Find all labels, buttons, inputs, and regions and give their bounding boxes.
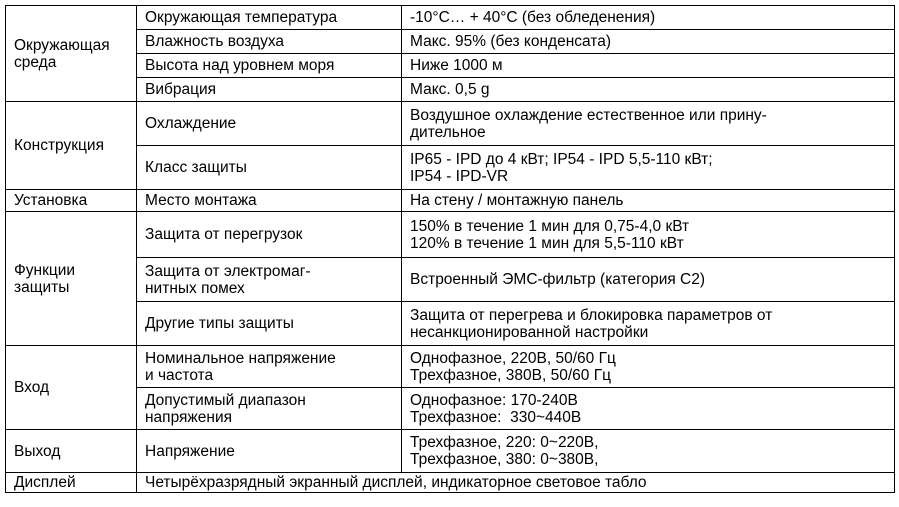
param-cell xyxy=(137,346,402,388)
value-line: 150% в течение 1 мин для 0,75-4,0 кВт xyxy=(410,217,690,235)
value-cell xyxy=(402,302,895,346)
param-cell xyxy=(137,258,402,302)
value-line: IP65 - IPD до 4 кВт; IP54 - IPD 5,5-110 кВт; xyxy=(410,150,713,168)
param-cell xyxy=(137,302,402,346)
value-cell: -10°C… + 40°C (без обледенения) xyxy=(402,6,895,30)
value-cell: Макс. 95% (без конденсата) xyxy=(402,30,895,54)
table-row xyxy=(6,6,895,30)
value-cell xyxy=(402,430,895,473)
param-line: Защита от электромаг- xyxy=(145,262,311,280)
table-row xyxy=(6,302,895,346)
table-row xyxy=(6,346,895,388)
param-cell: Напряжение xyxy=(137,430,402,473)
category-label: Выход xyxy=(14,442,61,460)
value-line: дительное xyxy=(410,123,486,141)
value-cell xyxy=(402,212,895,258)
category-cell-installation xyxy=(6,190,137,212)
value-line: Трехфазное, 380: 0~380В, xyxy=(410,451,599,468)
param-line: нитных помех xyxy=(145,279,245,297)
category-label: Дисплей xyxy=(14,474,76,491)
table-row xyxy=(6,258,895,302)
value-line: Трехфазное: 330~440В xyxy=(410,408,582,426)
category-label: Вход xyxy=(14,379,50,396)
table-row xyxy=(6,146,895,190)
category-cell-construction xyxy=(6,102,137,190)
value-cell: Ниже 1000 м xyxy=(402,54,895,78)
value-cell xyxy=(402,346,895,388)
category-cell-display xyxy=(6,473,137,493)
category-label: Функции xyxy=(14,261,76,279)
category-cell-protection xyxy=(6,212,137,346)
value-line: IP54 - IPD-VR xyxy=(410,167,509,185)
value-line: Однофазное: 170-240В xyxy=(410,391,578,409)
table-row xyxy=(6,190,895,212)
category-label: Установка xyxy=(14,192,88,209)
value-line: несанкционированной настройки xyxy=(410,323,649,341)
value-line: 120% в течение 1 мин для 5,5-110 кВт xyxy=(410,234,684,252)
param-cell: Класс защиты xyxy=(137,146,402,190)
param-cell: Место монтажа xyxy=(137,190,402,212)
category-cell-environment xyxy=(6,6,137,102)
value-cell: Четырёхразрядный экранный дисплей, индикаторное световое табло xyxy=(137,473,895,493)
param-line: Защита от перегрузок xyxy=(145,226,303,243)
specifications-table xyxy=(5,5,895,493)
param-cell: Охлаждение xyxy=(137,102,402,146)
category-cell-output xyxy=(6,430,137,473)
table-row xyxy=(6,78,895,102)
param-line: и частота xyxy=(145,366,214,384)
value-line: Защита от перегрева и блокировка параметров от xyxy=(410,306,773,324)
value-line: Трехфазное, 220: 0~220В, xyxy=(410,434,599,451)
value-line: Воздушное охлаждение естественное или прину- xyxy=(410,106,767,124)
param-cell: Влажность воздуха xyxy=(137,30,402,54)
value-cell xyxy=(402,146,895,190)
param-line: Номинальное напряжение xyxy=(145,349,336,367)
value-cell: На стену / монтажную панель xyxy=(402,190,895,212)
category-label: Окружающая среда xyxy=(14,36,110,71)
category-label: защиты xyxy=(14,278,70,296)
value-cell xyxy=(402,102,895,146)
category-cell-input xyxy=(6,346,137,430)
table-row xyxy=(6,473,895,493)
value-cell xyxy=(402,388,895,430)
value-cell xyxy=(402,258,895,302)
param-line: Допустимый диапазон xyxy=(145,391,306,409)
param-cell: Окружающая температура xyxy=(137,6,402,30)
param-cell xyxy=(137,212,402,258)
table-row xyxy=(6,212,895,258)
table-row xyxy=(6,54,895,78)
value-line: Однофазное, 220В, 50/60 Гц xyxy=(410,349,616,367)
category-label: Конструкция xyxy=(14,137,104,154)
value-cell: Макс. 0,5 g xyxy=(402,78,895,102)
param-line: Другие типы защиты xyxy=(145,315,294,332)
param-cell xyxy=(137,388,402,430)
param-line: напряжения xyxy=(145,408,233,426)
table-row xyxy=(6,102,895,146)
table-row xyxy=(6,30,895,54)
param-cell: Вибрация xyxy=(137,78,402,102)
value-line: Трехфазное, 380В, 50/60 Гц xyxy=(410,366,611,384)
table-row xyxy=(6,430,895,473)
value-line: Встроенный ЭМС-фильтр (категория С2) xyxy=(410,271,706,288)
table-row xyxy=(6,388,895,430)
param-cell: Высота над уровнем моря xyxy=(137,54,402,78)
